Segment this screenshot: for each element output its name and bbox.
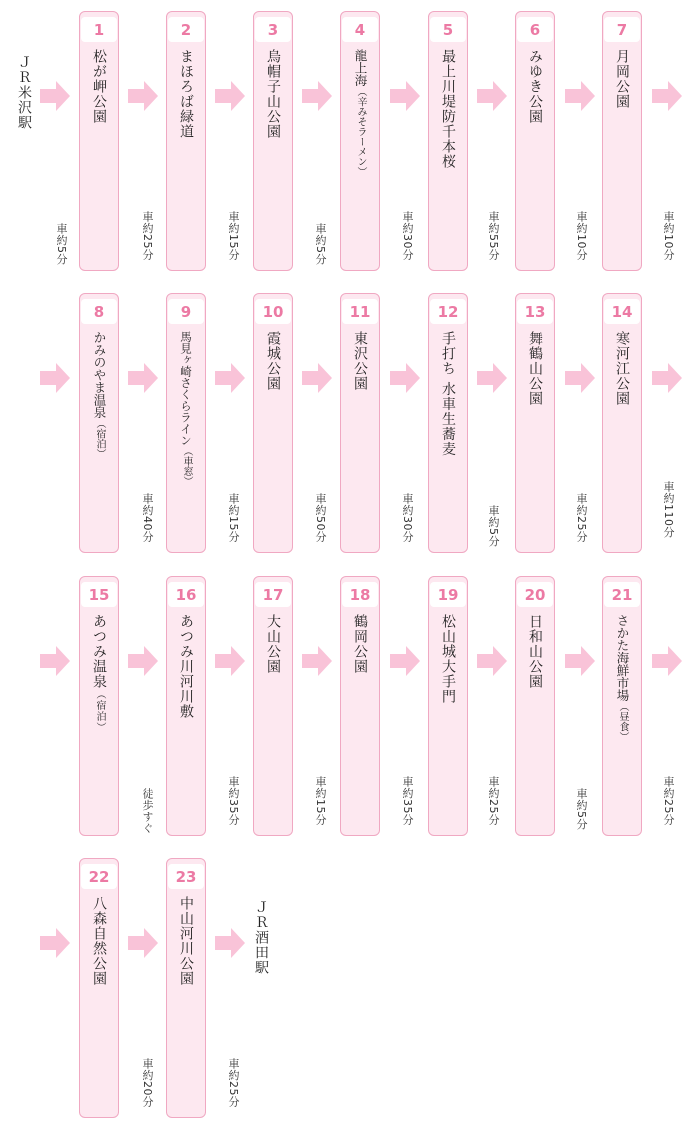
stop-name-text: さかた海鮮市場 xyxy=(615,614,630,702)
stop-name xyxy=(167,896,205,986)
stop-card-15 xyxy=(79,576,119,836)
stop-card-19 xyxy=(428,576,468,836)
arrow-right-icon xyxy=(40,363,70,393)
arrow-right-icon xyxy=(128,81,158,111)
travel-time: 車約50分 xyxy=(314,493,327,543)
stop-name-text: 鶴岡公園 xyxy=(352,614,368,674)
stop-name xyxy=(429,331,467,456)
stop-card-7 xyxy=(602,11,642,271)
travel-time: 車約35分 xyxy=(401,776,414,826)
stop-card-6 xyxy=(515,11,555,271)
stop-number: 7 xyxy=(604,17,640,42)
stop-number: 5 xyxy=(430,17,466,42)
stop-name-text: 馬見ヶ崎さくらライン xyxy=(179,331,193,446)
stop-note: （宿泊） xyxy=(94,689,105,733)
arrow-right-icon xyxy=(477,646,507,676)
stop-name xyxy=(429,49,467,169)
stop-number: 19 xyxy=(430,582,466,607)
arrow-right-icon xyxy=(128,363,158,393)
stop-card-8 xyxy=(79,293,119,553)
stop-number: 13 xyxy=(517,299,553,324)
stop-name xyxy=(167,614,205,719)
stop-number: 3 xyxy=(255,17,291,42)
stop-name xyxy=(516,614,554,689)
travel-time: 車約5分 xyxy=(314,223,327,265)
arrow-right-icon xyxy=(40,928,70,958)
travel-time: 車約30分 xyxy=(401,493,414,543)
travel-time: 車約40分 xyxy=(141,493,154,543)
stop-card-18 xyxy=(340,576,380,836)
stop-name-text: 龍上海 xyxy=(353,49,368,87)
stop-card-10 xyxy=(253,293,293,553)
arrow-right-icon xyxy=(40,646,70,676)
stop-card-12 xyxy=(428,293,468,553)
arrow-right-icon xyxy=(390,363,420,393)
arrow-right-icon xyxy=(565,81,595,111)
arrow-right-icon xyxy=(215,81,245,111)
arrow-right-icon xyxy=(215,928,245,958)
arrow-right-icon xyxy=(302,81,332,111)
stop-card-21 xyxy=(602,576,642,836)
stop-name xyxy=(341,331,379,391)
stop-name-text: かみのやま温泉 xyxy=(92,331,107,419)
stop-name xyxy=(341,49,379,177)
arrow-right-icon xyxy=(40,81,70,111)
stop-name-text: 東沢公園 xyxy=(352,331,368,391)
arrow-right-icon xyxy=(565,646,595,676)
stop-name xyxy=(167,331,205,486)
travel-time: 車約25分 xyxy=(662,776,675,826)
arrow-right-icon xyxy=(128,646,158,676)
stop-number: 23 xyxy=(168,864,204,889)
arrow-right-icon xyxy=(215,646,245,676)
stop-name-text: 舞鶴山公園 xyxy=(527,331,543,406)
stop-card-5 xyxy=(428,11,468,271)
stop-name xyxy=(429,614,467,704)
stop-name-text: 中山河川公園 xyxy=(178,896,194,986)
stop-name xyxy=(603,49,641,109)
arrow-right-icon xyxy=(652,646,682,676)
stop-name-text: 松が岬公園 xyxy=(91,49,107,124)
travel-time: 車約15分 xyxy=(227,211,240,261)
stop-number: 22 xyxy=(81,864,117,889)
stop-name-text: 日和山公園 xyxy=(527,614,543,689)
stop-number: 21 xyxy=(604,582,640,607)
stop-number: 8 xyxy=(81,299,117,324)
stop-card-14 xyxy=(602,293,642,553)
travel-time: 車約10分 xyxy=(662,211,675,261)
stop-card-23 xyxy=(166,858,206,1118)
stop-card-11 xyxy=(340,293,380,553)
travel-time: 車約25分 xyxy=(141,211,154,261)
stop-number: 20 xyxy=(517,582,553,607)
stop-note: （辛みそラーメン） xyxy=(355,86,366,177)
stop-number: 11 xyxy=(342,299,378,324)
stop-number: 15 xyxy=(81,582,117,607)
arrow-right-icon xyxy=(652,81,682,111)
arrow-right-icon xyxy=(390,646,420,676)
stop-number: 16 xyxy=(168,582,204,607)
travel-time: 車約25分 xyxy=(227,1058,240,1108)
stop-number: 1 xyxy=(81,17,117,42)
stop-name-text: みゆき公園 xyxy=(527,49,543,124)
stop-name-text: 八森自然公園 xyxy=(91,896,107,986)
stop-card-1 xyxy=(79,11,119,271)
stop-number: 9 xyxy=(168,299,204,324)
stop-card-17 xyxy=(253,576,293,836)
stop-number: 4 xyxy=(342,17,378,42)
arrow-right-icon xyxy=(302,363,332,393)
travel-time: 車約25分 xyxy=(487,776,500,826)
travel-time: 車約5分 xyxy=(575,788,588,830)
stop-number: 2 xyxy=(168,17,204,42)
stop-note: （車窓） xyxy=(181,446,192,486)
stop-name-text: 最上川堤防千本桜 xyxy=(440,49,456,169)
stop-name xyxy=(80,331,118,459)
arrow-right-icon xyxy=(565,363,595,393)
arrow-right-icon xyxy=(652,363,682,393)
travel-time: 車約20分 xyxy=(141,1058,154,1108)
stop-name xyxy=(603,331,641,406)
stop-note: （昼食） xyxy=(617,701,628,742)
stop-name xyxy=(516,49,554,124)
stop-name-text: 月岡公園 xyxy=(614,49,630,109)
travel-time: 車約15分 xyxy=(227,493,240,543)
end-station: ＪＲ酒田駅 xyxy=(253,900,269,975)
stop-number: 10 xyxy=(255,299,291,324)
stop-name xyxy=(80,896,118,986)
arrow-right-icon xyxy=(477,363,507,393)
stop-card-13 xyxy=(515,293,555,553)
arrow-right-icon xyxy=(215,363,245,393)
stop-number: 18 xyxy=(342,582,378,607)
travel-time: 車約55分 xyxy=(487,211,500,261)
stop-name-text: 手打ち 水車生蕎麦 xyxy=(440,331,456,457)
stop-name xyxy=(254,331,292,391)
stop-name xyxy=(80,49,118,124)
stop-name xyxy=(254,614,292,674)
stop-name xyxy=(516,331,554,406)
travel-time: 車約15分 xyxy=(314,776,327,826)
stop-card-2 xyxy=(166,11,206,271)
travel-time: 徒歩すぐ xyxy=(141,788,154,834)
arrow-right-icon xyxy=(302,646,332,676)
travel-time: 車約5分 xyxy=(55,223,68,265)
stop-name xyxy=(341,614,379,674)
stop-number: 6 xyxy=(517,17,553,42)
travel-time: 車約10分 xyxy=(575,211,588,261)
travel-time: 車約110分 xyxy=(662,481,675,538)
stop-name-text: あつみ温泉 xyxy=(91,614,107,689)
stop-name-text: 烏帽子山公園 xyxy=(265,49,281,139)
stop-card-4 xyxy=(340,11,380,271)
stop-card-20 xyxy=(515,576,555,836)
start-station: ＪＲ米沢駅 xyxy=(16,55,32,130)
travel-time: 車約25分 xyxy=(575,493,588,543)
stop-name xyxy=(254,49,292,139)
stop-number: 14 xyxy=(604,299,640,324)
stop-name xyxy=(167,49,205,139)
stop-card-22 xyxy=(79,858,119,1118)
stop-card-9 xyxy=(166,293,206,553)
stop-name-text: あつみ川河川敷 xyxy=(178,614,194,719)
stop-name xyxy=(80,614,118,733)
stop-name xyxy=(603,614,641,742)
stop-name-text: 霞城公園 xyxy=(265,331,281,391)
stop-note: （宿泊） xyxy=(94,418,105,459)
stop-name-text: 大山公園 xyxy=(265,614,281,674)
stop-name-text: まほろば緑道 xyxy=(178,49,194,139)
stop-number: 17 xyxy=(255,582,291,607)
arrow-right-icon xyxy=(128,928,158,958)
stop-number: 12 xyxy=(430,299,466,324)
stop-card-3 xyxy=(253,11,293,271)
stop-name-text: 寒河江公園 xyxy=(614,331,630,406)
arrow-right-icon xyxy=(477,81,507,111)
stop-name-text: 松山城大手門 xyxy=(440,614,456,704)
travel-time: 車約35分 xyxy=(227,776,240,826)
travel-time: 車約5分 xyxy=(487,505,500,547)
arrow-right-icon xyxy=(390,81,420,111)
stop-card-16 xyxy=(166,576,206,836)
travel-time: 車約30分 xyxy=(401,211,414,261)
